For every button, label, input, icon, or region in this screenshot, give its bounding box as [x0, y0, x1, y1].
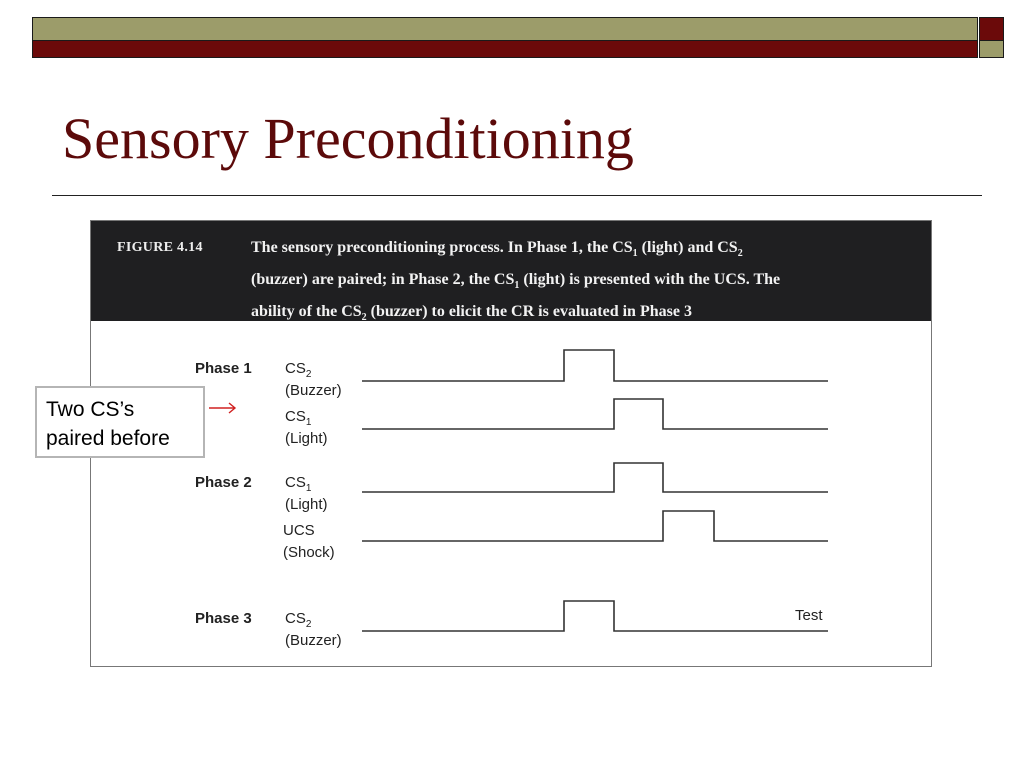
- slide-title: Sensory Preconditioning: [62, 106, 634, 171]
- stimulus-label-cs1: [285, 408, 312, 428]
- callout-line: paired before: [46, 427, 170, 450]
- top-corner-square-maroon: [979, 17, 1004, 41]
- caption-subscript: 2: [737, 248, 743, 260]
- stimulus-desc-light: (Light): [285, 496, 328, 513]
- caption-text: (buzzer) to elicit the CR is evaluated in Phase 3: [366, 303, 692, 321]
- trace-phase1-cs1: [362, 399, 828, 429]
- stimulus-label-cs1: [285, 474, 312, 494]
- figure-caption: [251, 235, 911, 332]
- phase-2-label: Phase 2: [195, 474, 252, 491]
- caption-subscript: 2: [361, 312, 367, 324]
- stimulus-label-cs2: [285, 360, 312, 380]
- caption-subscript: 1: [632, 248, 638, 260]
- stimulus-name: CS: [285, 360, 306, 377]
- caption-text: (light) and CS: [637, 239, 738, 256]
- phase-3-label: Phase 3: [195, 610, 252, 627]
- trace-phase1-cs2: [362, 350, 828, 381]
- top-corner-square-olive: [979, 41, 1004, 58]
- stimulus-subscript: 2: [305, 369, 312, 380]
- caption-text: ability of the CS: [251, 303, 362, 321]
- phase-1-label: Phase 1: [195, 360, 252, 377]
- stimulus-desc-buzzer: (Buzzer): [285, 382, 342, 399]
- figure: [90, 220, 932, 667]
- stimulus-subscript: 2: [305, 619, 312, 630]
- trace-phase3-cs2: [362, 601, 828, 631]
- stimulus-subscript: 1: [305, 417, 312, 428]
- top-bar-maroon: [32, 41, 978, 58]
- figure-label: FIGURE 4.14: [117, 240, 203, 255]
- caption-subscript: 1: [514, 280, 520, 292]
- title-divider: [52, 195, 982, 196]
- test-label: Test: [795, 607, 823, 624]
- timing-diagram: [91, 321, 931, 666]
- stimulus-subscript: 1: [305, 483, 312, 494]
- callout-arrow-icon: [207, 401, 239, 415]
- caption-text: The sensory preconditioning process. In Phase 1, the CS: [251, 239, 633, 256]
- stimulus-desc-light: (Light): [285, 430, 328, 447]
- stimulus-name: CS: [285, 474, 306, 491]
- caption-text: (buzzer) are paired; in Phase 2, the CS: [251, 271, 515, 289]
- stimulus-name: CS: [285, 408, 306, 425]
- figure-caption-panel: [91, 221, 931, 324]
- stimulus-label-cs2: [285, 610, 312, 630]
- stimulus-name: UCS: [283, 522, 315, 539]
- top-bar-olive: [32, 17, 978, 41]
- trace-phase2-cs1: [362, 463, 828, 492]
- callout-box: [35, 386, 205, 458]
- stimulus-desc-shock: (Shock): [283, 544, 335, 561]
- stimulus-desc-buzzer: (Buzzer): [285, 632, 342, 649]
- caption-text: (light) is presented with the UCS. The: [519, 271, 781, 289]
- stimulus-name: CS: [285, 610, 306, 627]
- callout-line: Two CS’s: [46, 398, 135, 421]
- stimulus-label-ucs: [283, 522, 315, 539]
- trace-phase2-ucs: [362, 511, 828, 541]
